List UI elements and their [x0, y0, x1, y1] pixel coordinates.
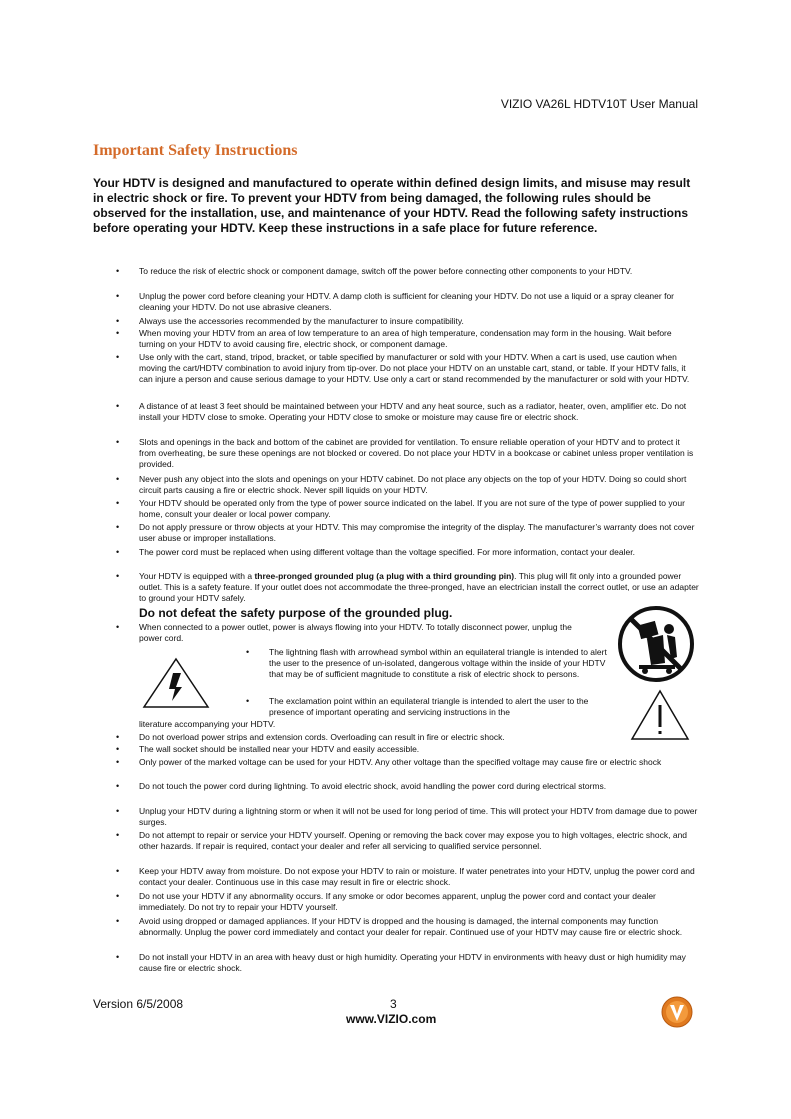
- grounded-plug-bullet: [139, 571, 699, 604]
- safety-bullet: • To reduce the risk of electric shock or component damage, switch off the power before connecting other components to your HDTV.: [139, 266, 699, 277]
- exclamation-description: • The exclamation point within an equilateral triangle is intended to alert the user to the presence of important operating and servicing instructions in the: [269, 696, 615, 718]
- cart-tip-over-warning-icon: [617, 605, 695, 683]
- page-number: 3: [390, 997, 397, 1011]
- literature-line: literature accompanying your HDTV.: [139, 719, 276, 729]
- power-outlet-bullet: • When connected to a power outlet, power is always flowing into your HDTV. To totally disconnect power, unplug the power cord.: [139, 622, 589, 644]
- safety-bullet: • Do not overload power strips and extension cords. Overloading can result in fire or electric shock.: [139, 732, 699, 743]
- safety-bullet: • Unplug your HDTV during a lightning storm or when it will not be used for long period of time. This will protect your HDTV from damage due to power surges.: [139, 806, 699, 828]
- safety-bullet: • Always use the accessories recommended by the manufacturer to insure compatibility.: [139, 316, 699, 327]
- exclamation-warning-icon: [630, 689, 690, 741]
- lightning-warning-icon: [142, 657, 210, 709]
- section-title: Important Safety Instructions: [93, 142, 298, 159]
- grounded-plug-bold: three-pronged grounded plug (a plug with a third grounding pin): [254, 571, 515, 581]
- safety-bullet: • Avoid using dropped or damaged appliances. If your HDTV is dropped and the housing is damaged, the internal components may function abnormally. Unplug the power cord immediately and contact your dealer for repair. Continued use of your HDTV may cause fire or electric shock.: [139, 916, 699, 938]
- footer-url[interactable]: www.VIZIO.com: [346, 1012, 437, 1026]
- safety-bullet: • A distance of at least 3 feet should be maintained between your HDTV and any heat source, such as a radiator, heater, oven, amplifier etc. Do not install your HDTV close to smoke. Operating your HDTV close to smoke or moisture may cause fire or electric shock.: [139, 401, 699, 423]
- safety-bullet: • Do not use your HDTV if any abnormality occurs. If any smoke or odor becomes apparent, unplug the power cord and contact your dealer immediately. Do not try to repair your HDTV yourself.: [139, 891, 699, 913]
- safety-bullet: • Only power of the marked voltage can be used for your HDTV. Any other voltage than the specified voltage may cause fire or electric shock: [139, 757, 699, 768]
- safety-bullet: • The power cord must be replaced when using different voltage than the voltage specified. For more information, contact your dealer.: [139, 547, 699, 558]
- safety-bullet: • Keep your HDTV away from moisture. Do not expose your HDTV to rain or moisture. If water penetrates into your HDTV, unplug the power cord and contact your dealer. Continuous use in this case may result in fire or electric shock.: [139, 866, 699, 888]
- intro-paragraph: Your HDTV is designed and manufactured to operate within defined design limits, and misuse may result in electric shock or fire. To prevent your HDTV from being damaged, the following rules should be observed for the installation, use, and maintenance of your HDTV. Read the following safety instructions before operating your HDTV. Keep these instructions in a safe place for future reference.: [93, 176, 691, 235]
- grounded-plug-emphasis: Do not defeat the safety purpose of the grounded plug.: [139, 606, 453, 620]
- lightning-description: • The lightning flash with arrowhead symbol within an equilateral triangle is intended to alert the user to the presence of un-isolated, dangerous voltage within the inside of your HDTV that may be of sufficient magnitude to constitute a risk of electric shock to persons.: [269, 647, 615, 680]
- grounded-plug-text-end: . This plug will fit only into a grounded power outlet. This is a safety feature. If your outlet does not accommodate the three-pronged, have an electrician install the correct outlet, or use an adapter to ground your HDTV safely.: [139, 571, 699, 603]
- safety-bullet: • Do not install your HDTV in an area with heavy dust or high humidity. Operating your HDTV in environments with heavy dust or high humidity may cause fire or electric shock.: [139, 952, 699, 974]
- safety-bullet: • Unplug the power cord before cleaning your HDTV. A damp cloth is sufficient for cleaning your HDTV. Do not use a liquid or a spray cleaner for cleaning your HDTV. Do not use abrasive cleaners.: [139, 291, 699, 313]
- footer-version: Version 6/5/2008: [93, 997, 184, 1011]
- safety-bullet: • When moving your HDTV from an area of low temperature to an area of high temperature, condensation may form in the housing. Wait before turning on your HDTV to avoid causing fire, electric shock, or component damage.: [139, 328, 699, 350]
- grounded-plug-text: Your HDTV is equipped with a: [139, 571, 255, 581]
- safety-bullet: • Your HDTV should be operated only from the type of power source indicated on the label. If you are not sure of the type of power supplied to your home, consult your dealer or local power company.: [139, 498, 699, 520]
- safety-bullet: • Use only with the cart, stand, tripod, bracket, or table specified by manufacturer or sold with your HDTV. When a cart is used, use caution when moving the cart/HDTV combination to avoid injury from tip-over. Do not place your HDTV on an unstable cart, stand, or table. If your HDTV falls, it can injure a person and cause serious damage to your HDTV. Use only a cart or stand recommended by the manufacturer or sold with your HDTV.: [139, 352, 699, 385]
- vizio-logo-icon: [660, 995, 694, 1029]
- safety-bullet: • Do not apply pressure or throw objects at your HDTV. This may compromise the integrity of the display. The manufacturer’s warranty does not cover user abuse or improper installations.: [139, 522, 699, 544]
- safety-bullet: • Do not attempt to repair or service your HDTV yourself. Opening or removing the back cover may expose you to high voltages, electric shock, and other hazards. If repair is required, contact your dealer and refer all servicing to qualified service personnel.: [139, 830, 699, 852]
- safety-bullet: • The wall socket should be installed near your HDTV and easily accessible.: [139, 744, 699, 755]
- safety-bullet: • Slots and openings in the back and bottom of the cabinet are provided for ventilation. To ensure reliable operation of your HDTV and to protect it from overheating, be sure these openings are not blocked or covered. Do not place your HDTV in a bookcase or cabinet unless proper ventilation is provided.: [139, 437, 699, 470]
- safety-bullet: • Do not touch the power cord during lightning. To avoid electric shock, avoid handling the power cord during electrical storms.: [139, 781, 699, 792]
- safety-bullet: • Never push any object into the slots and openings on your HDTV cabinet. Do not place any objects on the top of your HDTV. Doing so could short circuit parts causing a fire or electric shock. Never spill liquids on your HDTV.: [139, 474, 699, 496]
- manual-title: VIZIO VA26L HDTV10T User Manual: [500, 97, 698, 111]
